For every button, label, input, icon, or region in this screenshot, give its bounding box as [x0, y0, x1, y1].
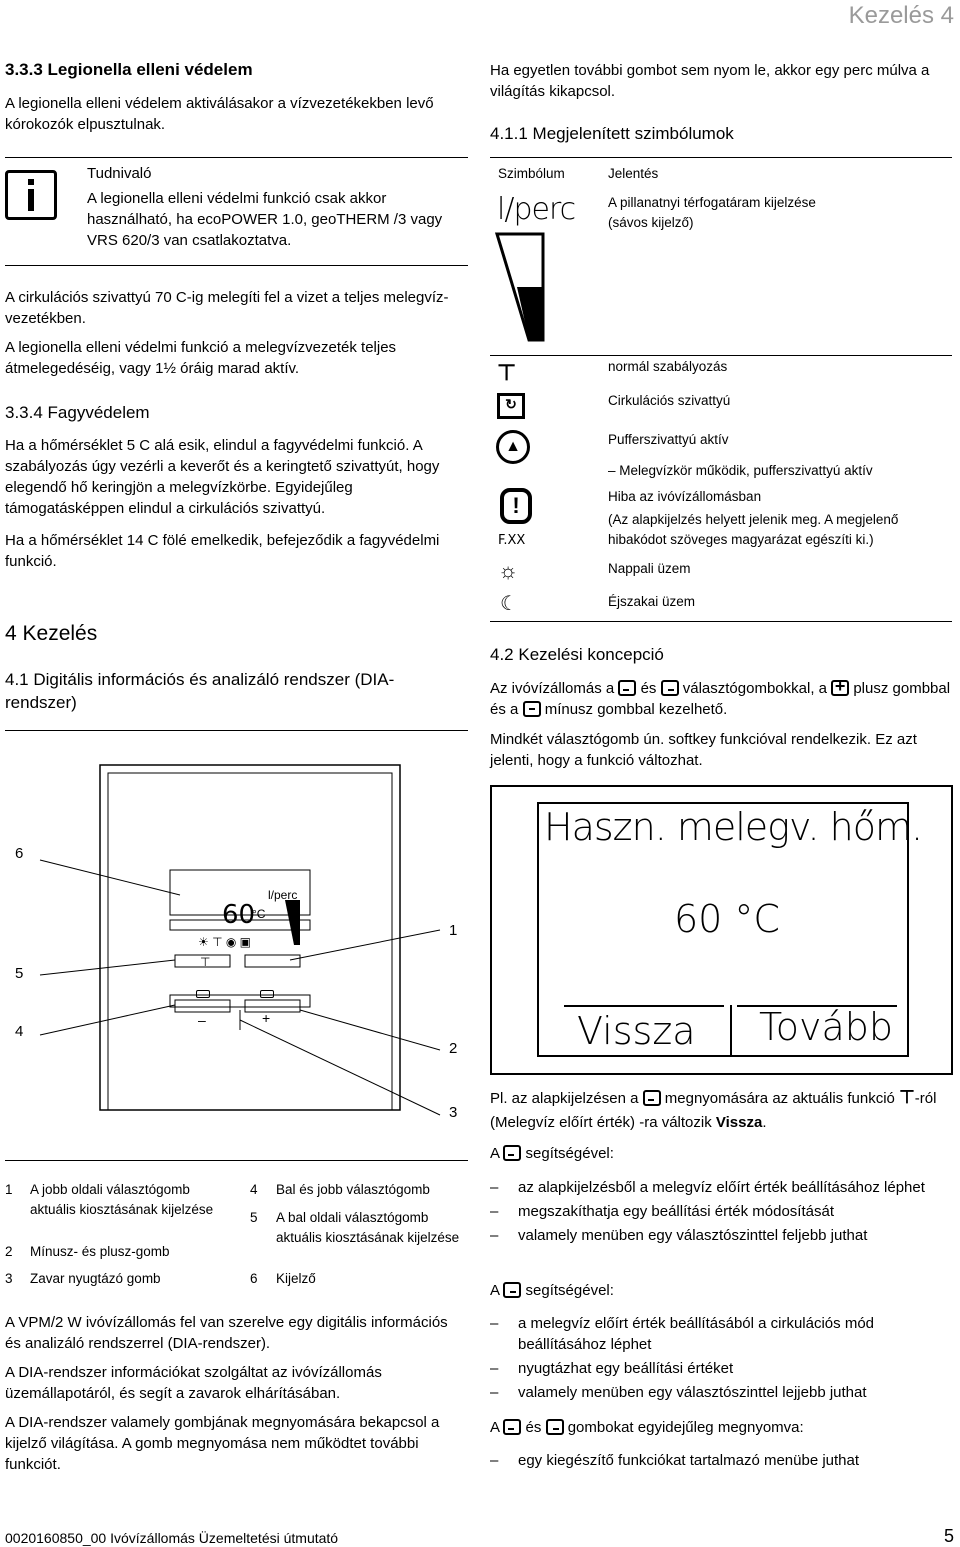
key-right-select[interactable]: [260, 990, 274, 998]
sun-icon: ☼: [498, 558, 519, 583]
legend-item-2: 2 Mínusz- és plusz-gomb: [5, 1244, 170, 1259]
legend-item-1: 1 A jobb oldali választógomb aktuális kiosztásának kijelzése: [5, 1182, 214, 1217]
callout-3: 3: [449, 1104, 458, 1121]
section-3-3-3-body: A legionella elleni védelem aktiválásakor a vízvezetékekben levő kórokozók elpusztulnak.: [5, 95, 434, 133]
section-3-3-4-title: 3.3.4 Fagyvédelem: [5, 403, 150, 422]
error-icon: !: [500, 488, 532, 524]
list-left-key: [490, 1177, 955, 1246]
display-back-softkey[interactable]: Vissza: [577, 1009, 696, 1053]
right-select-key-icon: [661, 680, 679, 696]
paragraph-vpm: A VPM/2 W ivóvízállomás fel van szerelve egy digitális információs és analizáló rendszerrel (DIA-rendszer).: [5, 1314, 448, 1352]
paragraph-keys: Az ivóvízállomás a és választógombokkal, a + plusz gombbal és a mínusz gombbal kezelhető.: [490, 678, 955, 720]
lcd-left-tap-icon: ⊤: [200, 955, 211, 969]
list-item: – valamely menüben egy választószinttel feljebb juthat: [490, 1227, 868, 1244]
left-select-key-icon: [503, 1145, 521, 1161]
display-next-softkey[interactable]: Tovább: [759, 1005, 894, 1049]
left-select-key-icon: [503, 1419, 521, 1435]
lcd-unit: °C: [252, 907, 266, 921]
key-left-select[interactable]: [196, 990, 210, 998]
info-icon: [5, 170, 57, 220]
row-buffer-detail: – Melegvízkör működik, pufferszivattyú aktív: [608, 463, 873, 478]
callout-5: 5: [15, 965, 24, 982]
with-left-key-heading: A segítségével:: [490, 1145, 614, 1162]
dia-device-illustration: [0, 735, 480, 1125]
list-item: – megszakíthatja egy beállítási érték módosítását: [490, 1203, 834, 1220]
moon-icon: ☾: [500, 593, 518, 615]
flow-symbol-label: l/perc: [497, 192, 576, 227]
paragraph-dia-light: A DIA-rendszer valamely gombjának megnyomására bekapcsol a kijelző világítása. A gomb megnyomása nem működtet további funkciót.: [5, 1414, 440, 1473]
display-example: [490, 785, 953, 1075]
paragraph-legionella-duration: A legionella elleni védelmi funkció a melegvízvezeték teljes átmelegedéséig, vagy 1½ óráig marad aktív.: [5, 339, 397, 377]
flow-bar-icon: [495, 232, 555, 342]
note-label: Tudnivaló: [87, 165, 152, 182]
tap-icon: ⊤: [497, 360, 517, 385]
key-minus[interactable]: –: [198, 1012, 206, 1028]
row-error-meaning: Hiba az ivóvízállomásban: [608, 489, 762, 504]
section-4-1-title: 4.1 Digitális információs és analizáló rendszer (DIA-rendszer): [5, 670, 395, 712]
list-item: – a melegvíz előírt érték beállításából a cirkulációs mód beállításához léphet: [490, 1315, 875, 1353]
paragraph-frost-start: Ha a hőmérséklet 5 C alá esik, elindul a fagyvédelmi funkció. A szabályozás úgy vezérli a keverőt és a keringtető szivattyút, hogy elegendő hő keringjön a melegvízkörbe. Egyidejűleg támogatásképpen elindul a cirkulációs szivattyú.: [5, 437, 440, 517]
list-item: – egy kiegészítő funkciókat tartalmazó menübe juthat: [490, 1452, 860, 1469]
flow-meaning: A pillanatnyi térfogatáram kijelzése (sávos kijelző): [608, 195, 816, 230]
row-buffer-meaning: Pufferszivattyú aktív: [608, 432, 729, 447]
chapter-4-title: 4 Kezelés: [5, 622, 98, 645]
lcd-symbols: ☀ ⊤ ◉ ▣: [198, 935, 252, 949]
lcd-temperature: 60: [222, 900, 256, 930]
row-day-meaning: Nappali üzem: [608, 561, 691, 576]
list-item: – nyugtázhat egy beállítási értéket: [490, 1360, 734, 1377]
display-title: Haszn. melegv. hőm.: [544, 805, 923, 849]
callout-4: 4: [15, 1023, 24, 1040]
paragraph-dia-info: A DIA-rendszer információkat szolgáltat az ivóvízállomás üzemállapotáról, és segít a zavarok elhárításában.: [5, 1364, 382, 1402]
row-night-meaning: Éjszakai üzem: [608, 594, 696, 609]
callout-1: 1: [449, 922, 458, 939]
paragraph-circulation: A cirkulációs szivattyú 70 C-ig melegíti fel a vizet a teljes melegvíz-vezetékben.: [5, 289, 449, 327]
row-circulation-meaning: Cirkulációs szivattyú: [608, 393, 731, 408]
lcd-flow-label: l/perc: [268, 888, 298, 902]
callout-6: 6: [15, 845, 24, 862]
paragraph-light-off: Ha egyetlen további gombot sem nyom le, akkor egy perc múlva a világítás kikapcsol.: [490, 62, 930, 100]
footer-page-number: 5: [943, 1526, 954, 1546]
list-item: – valamely menüben egy választószinttel lejjebb juthat: [490, 1384, 867, 1401]
tap-icon-inline: ⊤: [899, 1087, 915, 1107]
paragraph-frost-end: Ha a hőmérséklet 14 C fölé emelkedik, befejeződik a fagyvédelmi funkció.: [5, 532, 440, 570]
left-select-key-icon: [643, 1090, 661, 1106]
circulation-pump-icon: ↻: [497, 393, 525, 419]
legend-item-5: 5 A bal oldali választógomb aktuális kiosztásának kijelzése: [250, 1210, 460, 1245]
buffer-pump-icon: ▲: [496, 430, 530, 464]
row-tap-meaning: normál szabályozás: [608, 359, 728, 374]
plus-key-icon: [831, 680, 849, 696]
note-text: A legionella elleni védelmi funkció csak akkor használható, ha ecoPOWER 1.0, geoTHERM /3 vagy VRS 620/3 van csatlakoztatva.: [87, 190, 443, 249]
section-4-1-1-title: 4.1.1 Megjelenített szimbólumok: [490, 124, 734, 143]
right-select-key-icon: [546, 1419, 564, 1435]
section-3-3-3-title: 3.3.3 Legionella elleni védelem: [5, 60, 253, 79]
display-value: 60 °C: [674, 897, 780, 941]
minus-key-icon: [523, 701, 541, 717]
list-right-key: [490, 1313, 955, 1403]
callout-2: 2: [449, 1040, 458, 1057]
key-plus[interactable]: +: [262, 1010, 271, 1026]
legend-item-6: 6 Kijelző: [250, 1271, 316, 1286]
footer-document: 0020160850_00 Ivóvízállomás Üzemeltetési útmutató: [5, 1530, 339, 1546]
list-both-keys: [490, 1450, 955, 1471]
table-header-meaning: Jelentés: [608, 166, 659, 181]
paragraph-softkey: Mindkét választógomb ún. softkey funkcióval rendelkezik. Ez azt jelenti, hogy a funkció változhat.: [490, 731, 917, 769]
list-item: – az alapkijelzésből a melegvíz előírt érték beállításához léphet: [490, 1179, 925, 1196]
chapter-header: Kezelés 4: [848, 2, 954, 29]
row-error-detail: (Az alapkijelzés helyett jelenik meg. A megjelenő hibakódot szöveges magyarázat egészíti ki.): [608, 512, 899, 547]
with-right-key-heading: A segítségével:: [490, 1282, 614, 1299]
paragraph-example: Pl. az alapkijelzésen a megnyomására az aktuális funkció ⊤-ról (Melegvíz előírt érték) -ra változik Vissza.: [490, 1087, 937, 1131]
section-4-2-title: 4.2 Kezelési koncepció: [490, 645, 664, 664]
table-header-symbol: Szimbólum: [498, 166, 565, 181]
error-code: F.XX: [498, 533, 526, 548]
left-select-key-icon: [618, 680, 636, 696]
legend-item-4: 4 Bal és jobb választógomb: [250, 1182, 430, 1197]
right-select-key-icon: [503, 1282, 521, 1298]
legend-item-3: 3 Zavar nyugtázó gomb: [5, 1271, 161, 1286]
both-keys-heading: A és gombokat egyidejűleg megnyomva:: [490, 1419, 804, 1436]
